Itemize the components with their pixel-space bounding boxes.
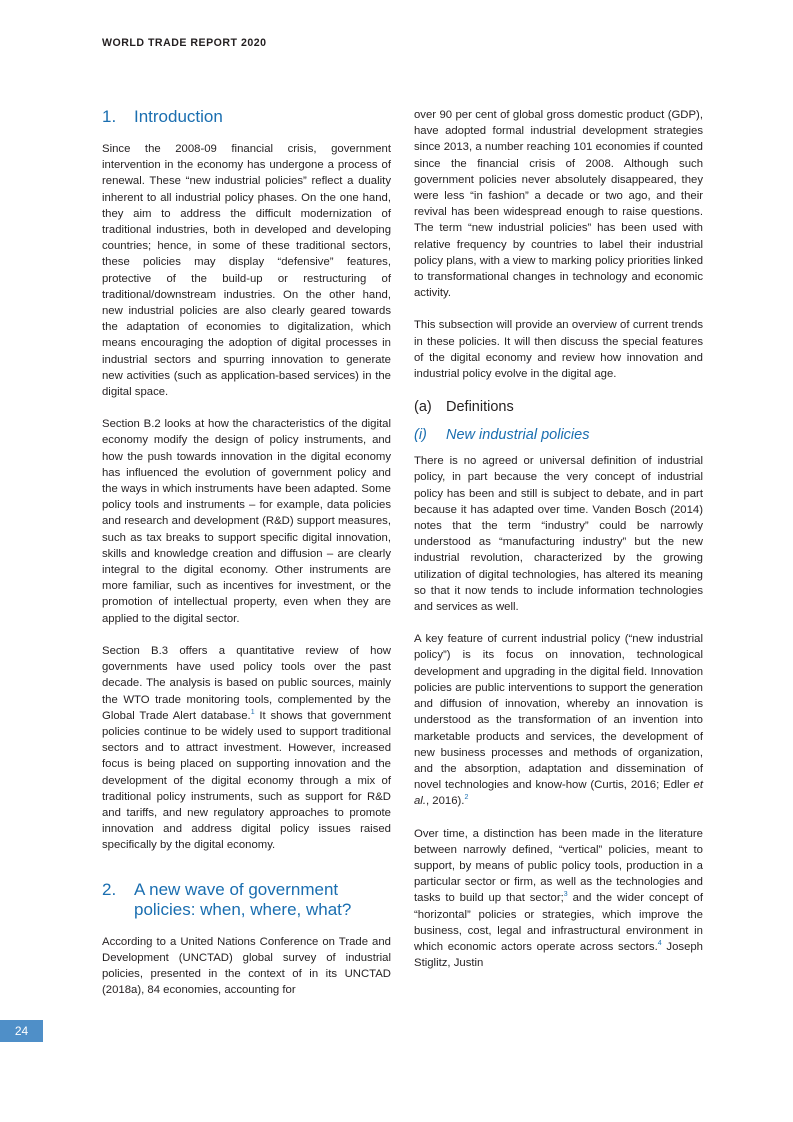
paragraph	[102, 643, 391, 854]
paragraph-italic: et al.	[414, 779, 703, 808]
right-column	[414, 107, 703, 971]
subsection-i-title: New industrial policies	[446, 427, 590, 444]
paragraph	[414, 631, 703, 809]
left-column	[102, 107, 391, 998]
section-2-heading	[102, 880, 391, 920]
paragraph-text: Joseph Stiglitz, Justin	[414, 940, 703, 970]
paragraph: Section B.2 looks at how the characteristics of the digital economy modify the design of policy instruments, and how the push towards innovation in the digital economy has influenced the evolution of government policy and the ways in which instruments have been adapted. Some policy tools and instruments – for example, data policies and research and development (R&D) support measures, such as tax breaks to support specific digital innovation, skills and knowledge creation and diffusion – are clearly integral to the digital economy. Other instruments are more familiar, such as incentives for investment, or the promotion of intellectual property, even when they are applied to the digital sector.	[102, 418, 391, 625]
subsection-i-heading	[414, 426, 703, 444]
paragraph-text: Section B.3 offers a quantitative review of how governments have used policy tools over the past decade. The analysis is based on public sources, mainly the WTO trade monitoring tools, complemented by the Global Trade Alert database.	[102, 644, 391, 722]
paragraph-text: A key feature of current industrial policy (“new industrial policy”) is its focus on innovation, technological development and upgrading in the digital field. Innovation policies are public interventions to support the generation and diffusion of innovation, whereby an innovation is understood as the transformation of an invention into marketable products and services, the development of new business processes and methods of organization, and the absorption, adaptation and dissemination of novel technologies and know-how (Curtis, 2016; Edler	[414, 633, 703, 792]
section-2-title: A new wave of government policies: when, where, what?	[134, 879, 352, 919]
footnote-ref[interactable]: 2	[464, 794, 469, 802]
section-1-title: Introduction	[134, 107, 223, 126]
section-2-number: 2.	[102, 879, 117, 899]
paragraph-text: Over time, a distinction has been made in the literature between narrowly defined, “vertical” policies, meant to support, by means of public policy tools, production in a particular sector or firm, as well as the technologies and tasks to build up that sector;	[414, 827, 703, 905]
footnote-ref[interactable]: 3	[563, 891, 568, 899]
paragraph-text: and the wider concept of “horizontal” policies or strategies, which improve the business, cost, legal and infrastructural environment in which economic actors operate across sectors.	[414, 892, 703, 953]
subsection-a-heading	[414, 398, 703, 416]
subsection-i-number: (i)	[414, 427, 427, 444]
paragraph: Since the 2008-09 financial crisis, government intervention in the economy has undergone a process of renewal. These “new industrial policies” reflect a duality inherent to all industrial policy phases. On the one hand, they aim to address the difficult modernization of traditional industries, both in developed and developing countries; hence, in some of these traditional sectors, these policies may display “defensive” features, protective of the build-up or restructuring of traditional/downstream industries. On the other hand, new industrial policies are also clearly geared towards the adaptation of economies to digitalization, which means encouraging the adoption of digital processes in industrial sectors and spurring innovation to generate new activities (such as application-based services) in the digital space.	[102, 143, 391, 399]
page-number-tab: 24	[0, 1020, 43, 1042]
subsection-a-number: (a)	[414, 399, 432, 416]
paragraph: This subsection will provide an overview of current trends in these policies. It will then discuss the special features of the digital economy and review how innovation and industrial policy evolve in the digital age.	[414, 319, 703, 381]
subsection-a-title: Definitions	[446, 399, 514, 416]
paragraph	[414, 826, 703, 972]
section-1-heading	[102, 107, 391, 127]
paragraph-text: , 2016).	[425, 795, 465, 808]
paragraph: over 90 per cent of global gross domestic product (GDP), have adopted formal industrial development strategies since 2013, a number reaching 101 economies if counted since the financial crisis of 2008. Although such government policies never absolutely disappeared, they were less “in fashion” a decade or two ago, and their revival has been widespread enough to raise questions. The term “new industrial policies” has been used with relative frequency by countries to label their industrial policy plans, with a view to marking policy priorities linked to transformational changes in technology and economic activity.	[414, 109, 703, 300]
running-header: WORLD TRADE REPORT 2020	[102, 37, 267, 49]
paragraph: There is no agreed or universal definition of industrial policy, in part because the very concept of industrial policy has been and still is subject to debate, and in part because it has adapted over time. Vanden Bosch (2014) notes that the term “industry” could be narrowly understood as “manufacturing industry” but the new industrial revolution, characterized by the growing utilization of digital technologies, has altered its meaning so that it now tends to include information technologies and services as well.	[414, 455, 703, 614]
footnote-ref[interactable]: 1	[250, 708, 255, 716]
paragraph-text: It shows that government policies continue to be widely used to support traditional sectors and to attract investment. However, increased focus is being placed on supporting innovation and the development of the digital economy through a mix of traditional policy instruments, such as support for R&D and tariffs, and new regulatory approaches to promote innovation and address digital policy issues raised specifically by the digital economy.	[102, 709, 392, 852]
footnote-ref[interactable]: 4	[657, 940, 662, 948]
section-1-number: 1.	[102, 107, 117, 126]
paragraph: According to a United Nations Conference on Trade and Development (UNCTAD) global survey of industrial policies, presented in the context of in its UNCTAD (2018a), 84 economies, accounting for	[102, 935, 391, 997]
